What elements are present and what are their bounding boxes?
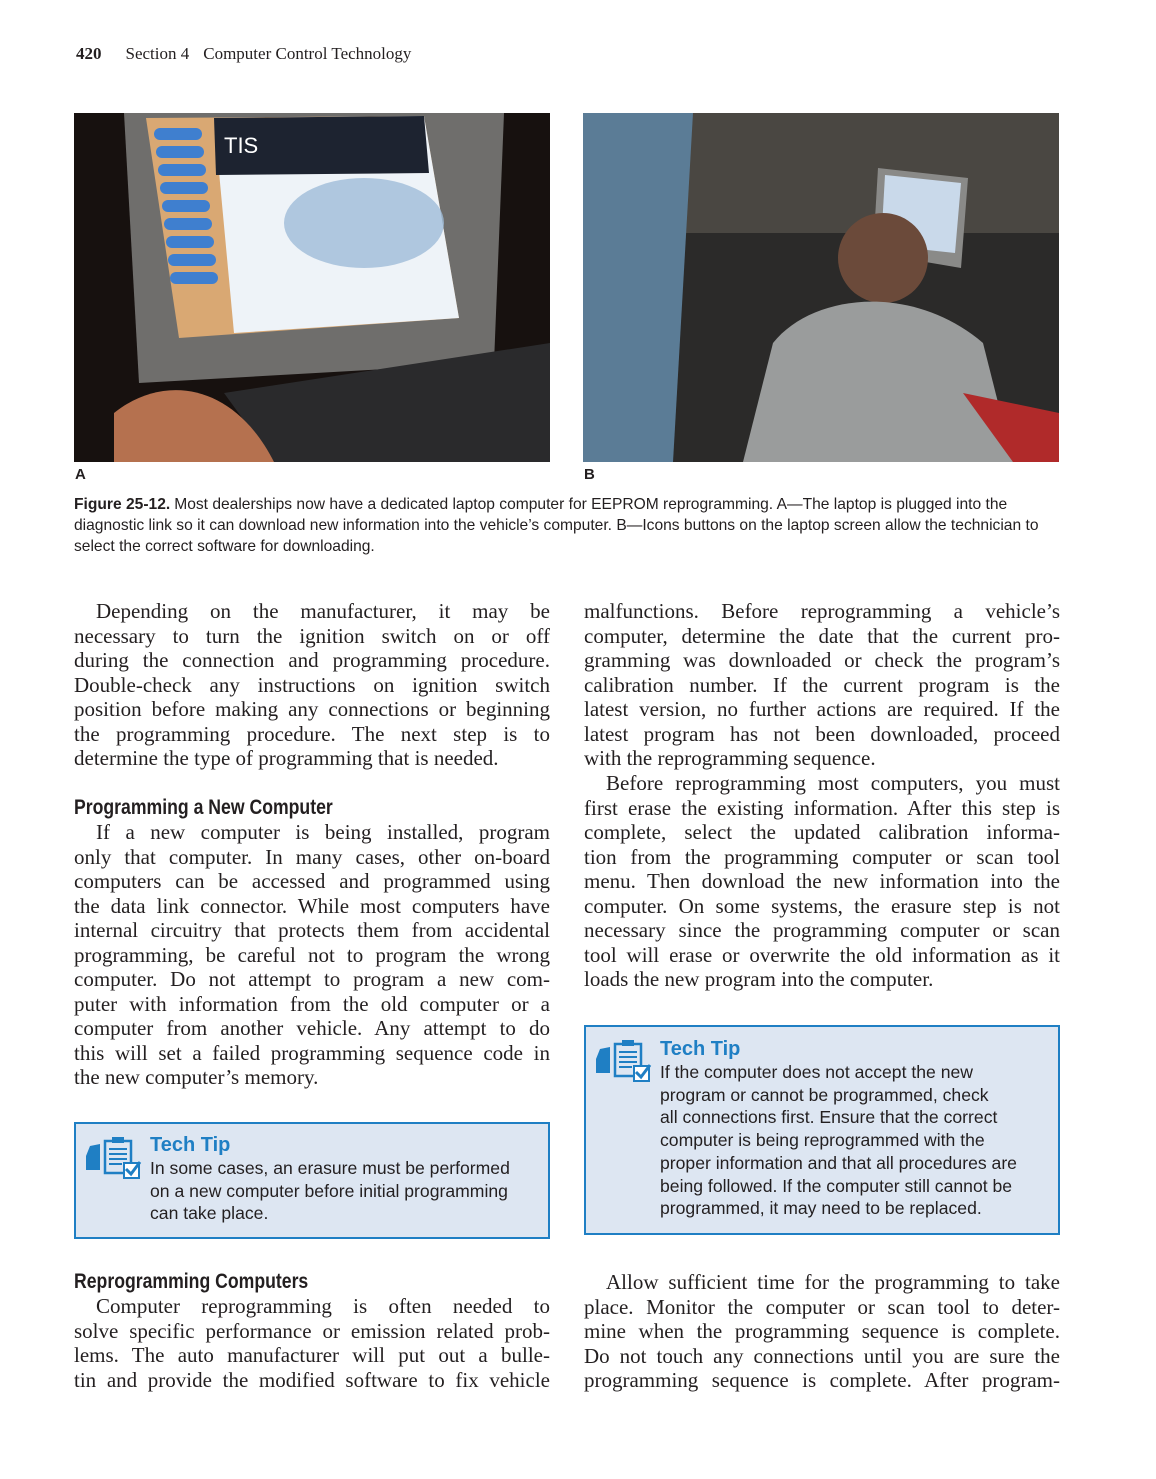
text-line: programming sequence is complete. After program-: [584, 1368, 1060, 1392]
tech-tip-text: [150, 1157, 510, 1225]
heading-programming-new-computer: Programming a New Computer: [74, 796, 333, 819]
text-line: solve specific performance or emission related prob-: [74, 1318, 550, 1343]
text-line: only that computer. In many cases, other on-board: [74, 844, 550, 869]
text-line: Before reprogramming most computers, you must: [606, 771, 1060, 795]
text-line: computer from another vehicle. Any attempt to do: [74, 1016, 550, 1040]
text-line: internal circuitry that protects them from accidental: [74, 918, 550, 942]
text-line: computer, determine the date that the current pro-: [584, 623, 1060, 648]
left-para-1: [74, 599, 550, 771]
figure-label-a: A: [75, 466, 86, 483]
text-line: during the connection and programming procedure.: [74, 648, 550, 672]
tech-tip-clipboard-icon: [84, 1136, 142, 1180]
tip-line: proper information and that all procedures are: [660, 1152, 1017, 1173]
text-line: gramming was downloaded or check the program’s: [584, 648, 1060, 672]
text-line: tin and provide the modified software to fix vehicle: [74, 1367, 550, 1392]
tip-line: program or cannot be programmed, check: [660, 1084, 989, 1105]
running-head: [76, 44, 411, 64]
tip-line: computer is being reprogrammed with the: [660, 1130, 985, 1151]
text-line: necessary since the programming computer or scan: [584, 918, 1060, 942]
caption-label: Figure 25-12.: [74, 496, 171, 513]
photo-a-laptop: [74, 113, 550, 462]
text-line: programming, be careful not to program the wrong: [74, 942, 550, 967]
tech-tip-box-left: [74, 1122, 550, 1239]
tip-line: If the computer does not accept the new: [660, 1062, 973, 1082]
text-line: loads the new program into the computer.: [584, 967, 934, 991]
text-line: Allow sufficient time for the programming to take: [606, 1270, 1060, 1294]
text-line: this will set a failed programming sequence code in: [74, 1040, 550, 1065]
text-line: tool will erase or overwrite the old information as it: [584, 942, 1060, 967]
right-para-1: [584, 599, 1060, 771]
right-para-3: [584, 1270, 1060, 1393]
text-line: malfunctions. Before reprogramming a vehicle’s: [584, 599, 1060, 623]
technician-head: [838, 213, 928, 303]
text-line: latest program has not been downloaded, proceed: [584, 721, 1060, 746]
text-line: position before making any connections or beginning: [74, 697, 550, 721]
right-para-2: [584, 771, 1060, 992]
tech-tip-clipboard-icon: [594, 1039, 652, 1083]
screen-logo: TIS: [224, 133, 259, 158]
caption-text: Most dealerships now have a dedicated laptop computer for EEPROM reprogramming. A—The laptop is plugged into the diagnostic link so it can download new information into the vehicle’s computer. B—Icons buttons on the laptop screen allow the technician to select the correct software for downloading.: [74, 496, 1039, 555]
photo-b-technician: [583, 113, 1059, 462]
laptop-photo-illustration: [74, 113, 550, 462]
tech-tip-title: Tech Tip: [660, 1038, 741, 1060]
section-label: Section 4: [125, 44, 190, 63]
text-line: Double-check any instructions on ignition switch: [74, 672, 550, 697]
tech-tip-box-right: [584, 1025, 1060, 1235]
text-line: menu. Then download the new information into the: [584, 869, 1060, 893]
text-line: the new computer’s memory.: [74, 1065, 319, 1089]
tip-line: In some cases, an erasure must be performed: [150, 1158, 510, 1178]
tip-line: on a new computer before initial programming: [150, 1180, 508, 1201]
tech-tip-title: Tech Tip: [150, 1134, 231, 1156]
text-line: tion from the programming computer or scan tool: [584, 844, 1060, 869]
text-line: latest version, no further actions are required. If the: [584, 697, 1060, 721]
text-line: Depending on the manufacturer, it may be: [96, 599, 550, 623]
heading-reprogramming-computers: Reprogramming Computers: [74, 1270, 309, 1293]
technician-photo-illustration: [583, 113, 1059, 462]
car-diagram: [284, 178, 444, 268]
text-line: Computer reprogramming is often needed to: [96, 1294, 550, 1318]
text-line: mine when the programming sequence is complete.: [584, 1319, 1060, 1343]
text-line: computer. On some systems, the erasure step is not: [584, 893, 1060, 918]
text-line: Do not touch any connections until you are sure the: [584, 1343, 1060, 1368]
chapter-title: Computer Control Technology: [203, 44, 412, 63]
tech-tip-text: [660, 1061, 1017, 1220]
text-line: first erase the existing information. After this step is: [584, 795, 1060, 820]
text-line: computer. Do not attempt to program a new com-: [74, 967, 550, 991]
text-line: computers can be accessed and programmed using: [74, 869, 550, 893]
tip-line: programmed, it may need to be replaced.: [660, 1198, 982, 1219]
text-line: puter with information from the old computer or a: [74, 991, 550, 1016]
text-line: place. Monitor the computer or scan tool to deter-: [584, 1294, 1060, 1319]
text-line: the programming procedure. The next step is to: [74, 721, 550, 746]
tip-line: all connections first. Ensure that the correct: [660, 1107, 998, 1128]
left-para-3: [74, 1294, 550, 1392]
text-line: determine the type of programming that is needed.: [74, 746, 499, 770]
figure-label-b: B: [584, 466, 595, 483]
text-line: calibration number. If the current program is the: [584, 672, 1060, 697]
text-line: complete, select the updated calibration informa-: [584, 820, 1060, 844]
tip-line: can take place.: [150, 1203, 269, 1224]
text-line: the data link connector. While most computers have: [74, 893, 550, 918]
text-line: If a new computer is being installed, program: [96, 820, 550, 844]
text-line: with the reprogramming sequence.: [584, 746, 876, 770]
text-line: necessary to turn the ignition switch on or off: [74, 623, 550, 648]
left-para-2: [74, 820, 550, 1090]
tip-line: being followed. If the computer still cannot be: [660, 1175, 1013, 1196]
page-number: 420: [76, 44, 102, 63]
text-line: lems. The auto manufacturer will put out a bulle-: [74, 1343, 550, 1367]
figure-caption: [74, 494, 1064, 557]
